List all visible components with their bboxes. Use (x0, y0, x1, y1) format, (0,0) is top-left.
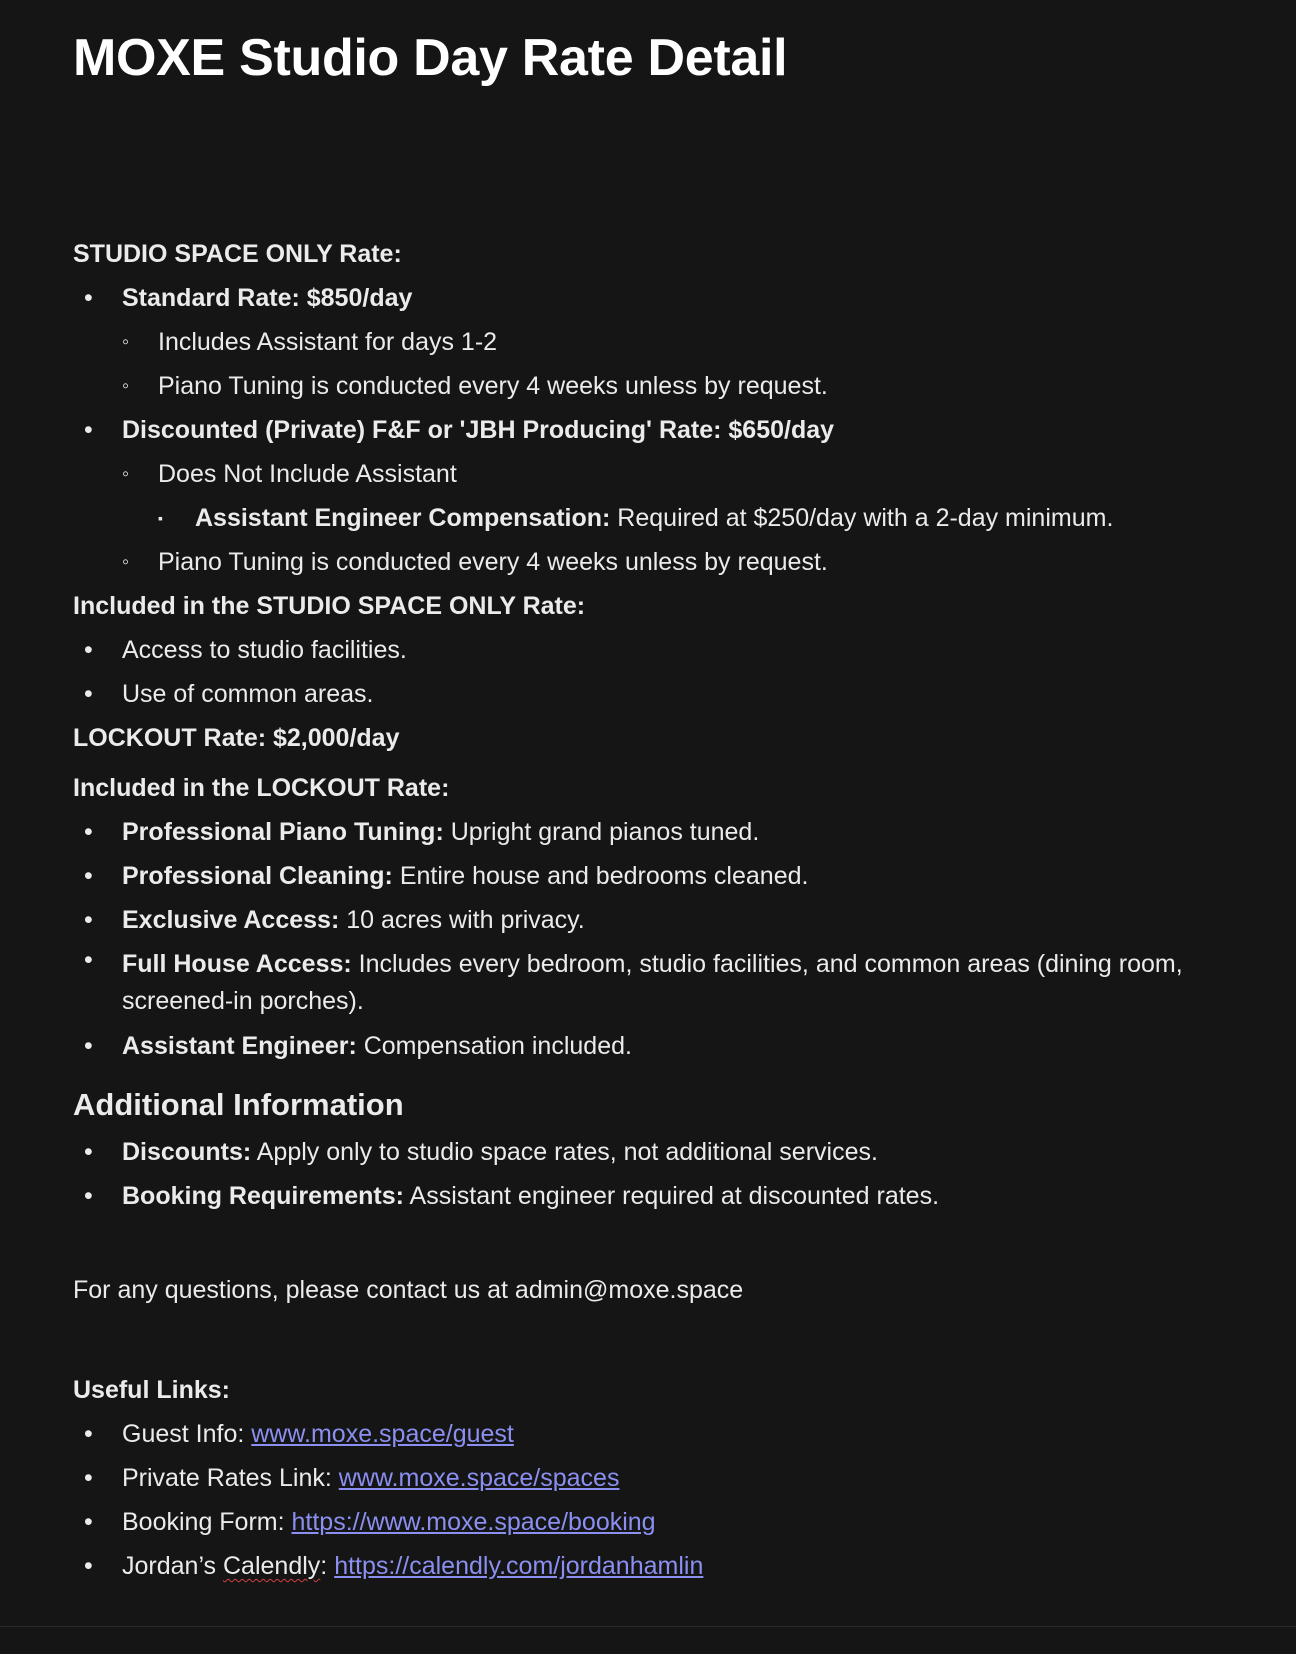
document-body (73, 232, 1253, 1588)
standard-rate-label: Standard Rate: $850/day (122, 284, 413, 312)
item-text: Includes every bedroom, studio facilities, and common areas (dining room, screened-in porches). (122, 950, 1183, 1015)
item-text: Compensation included. (356, 1032, 632, 1060)
list-item: • Use of common areas. (73, 672, 1253, 716)
link-label: Guest Info: (122, 1420, 252, 1448)
link-label: Private Rates Link: (122, 1464, 339, 1492)
studio-rate-list (73, 276, 1253, 584)
item-label: Professional Cleaning: (122, 862, 393, 890)
list-item (73, 898, 1253, 942)
standard-note-piano: ◦ Piano Tuning is conducted every 4 weeks unless by request. (122, 364, 1253, 408)
lockout-included-list (73, 810, 1253, 1068)
contact-line: For any questions, please contact us at admin@moxe.space (73, 1276, 744, 1304)
additional-info-list (73, 1130, 1253, 1218)
discounted-rate-label: Discounted (Private) F&F or 'JBH Producing' Rate: $650/day (122, 416, 835, 444)
assistant-comp-item (158, 496, 1253, 540)
item-text: Assistant engineer required at discounted rates. (403, 1182, 940, 1210)
studio-space-heading: STUDIO SPACE ONLY Rate: (73, 240, 402, 268)
link-label: Booking Form: (122, 1508, 292, 1536)
standard-rate-notes (122, 320, 1253, 408)
page-title: MOXE Studio Day Rate Detail (73, 29, 788, 87)
link-item-calendly (73, 1544, 1253, 1588)
discounted-rate-item (73, 408, 1253, 584)
assistant-comp-list (158, 496, 1253, 540)
guest-info-link[interactable]: www.moxe.space/guest (251, 1420, 514, 1448)
link-label: Jordan’s (122, 1552, 223, 1580)
item-text: 10 acres with privacy. (339, 906, 585, 934)
item-label: Assistant Engineer: (122, 1032, 357, 1060)
link-item-guest (73, 1412, 1253, 1456)
list-item (73, 1130, 1253, 1174)
assistant-comp-label: Assistant Engineer Compensation: (195, 504, 611, 532)
item-label: Full House Access: (122, 950, 352, 978)
item-label: Exclusive Access: (122, 906, 340, 934)
useful-links-list (73, 1412, 1253, 1588)
item-text: Upright grand pianos tuned. (443, 818, 760, 846)
list-item (73, 854, 1253, 898)
discounted-note-text: Does Not Include Assistant (158, 460, 457, 488)
list-item (73, 942, 1253, 1024)
item-text: Apply only to studio space rates, not additional services. (251, 1138, 878, 1166)
item-label: Discounts: (122, 1138, 252, 1166)
additional-info-heading: Additional Information (73, 1087, 404, 1122)
list-item: • Access to studio facilities. (73, 628, 1253, 672)
lockout-rate-heading: LOCKOUT Rate: $2,000/day (73, 724, 400, 752)
calendly-link[interactable]: https://calendly.com/jordanhamlin (334, 1552, 704, 1580)
standard-rate-item (73, 276, 1253, 408)
standard-note-assistant: ◦ Includes Assistant for days 1-2 (122, 320, 1253, 364)
list-item (73, 1174, 1253, 1218)
discounted-rate-notes (122, 452, 1253, 584)
assistant-comp-text: Required at $250/day with a 2-day minimum. (610, 504, 1114, 532)
booking-form-link[interactable]: https://www.moxe.space/booking (291, 1508, 656, 1536)
item-label: Professional Piano Tuning: (122, 818, 444, 846)
link-item-booking (73, 1500, 1253, 1544)
studio-included-list (73, 628, 1253, 716)
lockout-included-heading: Included in the LOCKOUT Rate: (73, 774, 450, 802)
discounted-note-no-assistant (122, 452, 1253, 540)
studio-included-heading: Included in the STUDIO SPACE ONLY Rate: (73, 592, 586, 620)
item-label: Booking Requirements: (122, 1182, 404, 1210)
spellcheck-word[interactable]: Calendly (223, 1552, 321, 1580)
link-item-rates (73, 1456, 1253, 1500)
bottom-divider (0, 1626, 1296, 1627)
list-item (73, 810, 1253, 854)
useful-links-heading: Useful Links: (73, 1376, 230, 1404)
discounted-note-piano: ◦ Piano Tuning is conducted every 4 weeks unless by request. (122, 540, 1253, 584)
private-rates-link[interactable]: www.moxe.space/spaces (338, 1464, 620, 1492)
link-label-colon: : (320, 1552, 335, 1580)
list-item (73, 1024, 1253, 1068)
item-text: Entire house and bedrooms cleaned. (392, 862, 809, 890)
